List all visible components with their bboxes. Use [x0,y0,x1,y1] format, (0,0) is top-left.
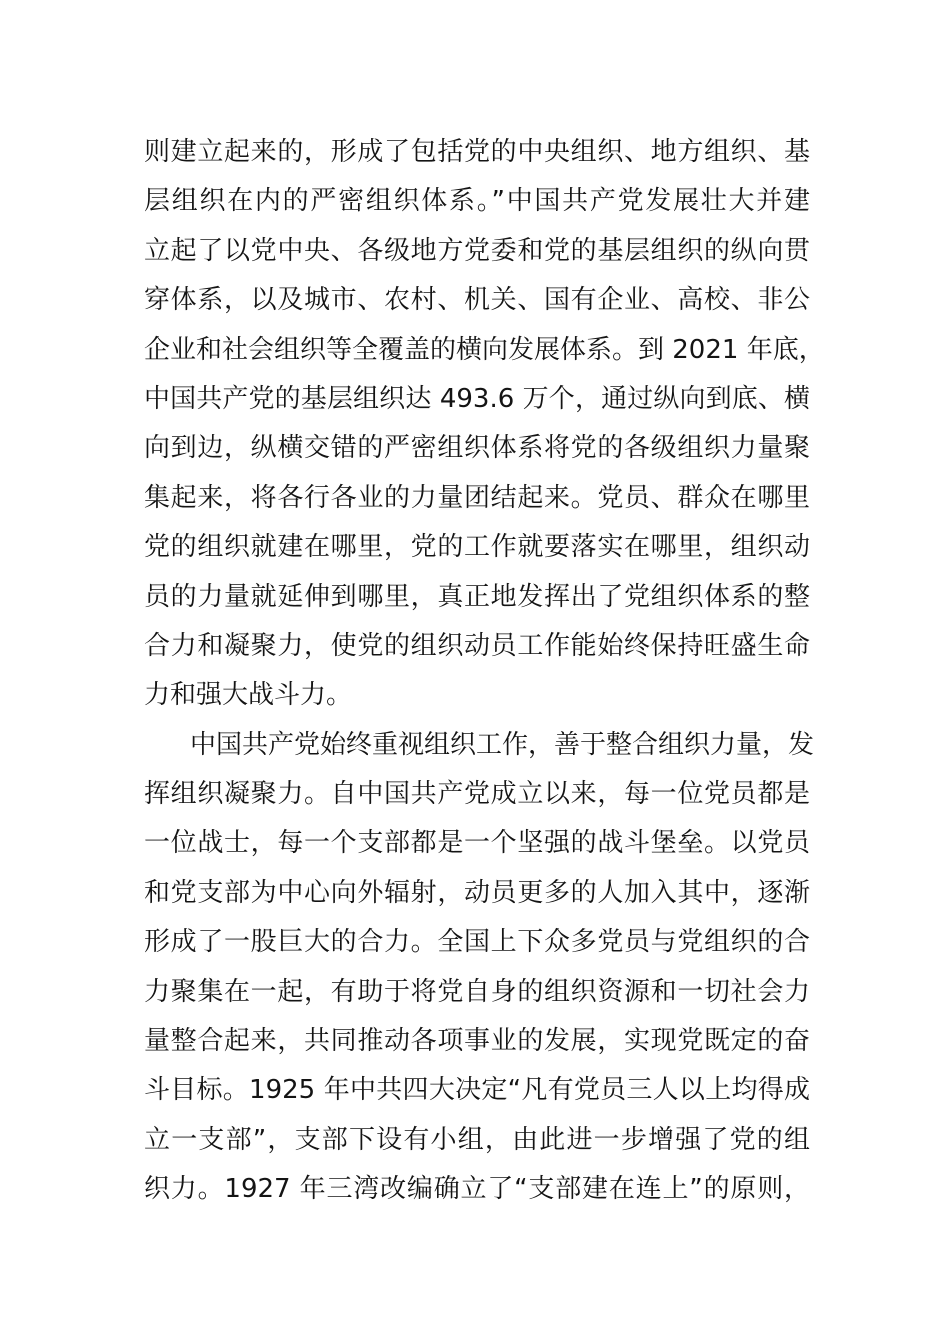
text-line: 集起来，将各行各业的力量团结起来。党员、群众在哪里 [144,482,810,513]
text-line: 向到边，纵横交错的严密组织体系将党的各级组织力量聚 [144,433,810,464]
text-line: 挥组织凝聚力。自中国共产党成立以来，每一位党员都是 [144,779,810,810]
text-line: 力聚集在一起，有助于将党自身的组织资源和一切社会力 [144,976,810,1007]
text-line: 穿体系，以及城市、农村、机关、国有企业、高校、非公 [144,285,810,316]
paragraph-2 [144,721,815,1215]
text-line: 一位战士，每一个支部都是一个坚强的战斗堡垒。以党员 [144,828,810,859]
text-line: 斗目标。1925 年中共四大决定“凡有党员三人以上均得成 [144,1075,810,1106]
text-line: 中国共产党始终重视组织工作，善于整合组织力量，发 [190,729,815,760]
text-line: 中国共产党的基层组织达 493.6 万个，通过纵向到底、横 [144,383,810,414]
text-line: 层组织在内的严密组织体系。”中国共产党发展壮大并建 [144,186,810,217]
text-line: 立一支部”，支部下设有小组，由此进一步增强了党的组 [144,1124,810,1155]
body-text [144,128,825,1215]
text-line: 立起了以党中央、各级地方党委和党的基层组织的纵向贯 [144,235,810,266]
text-line: 量整合起来，共同推动各项事业的发展，实现党既定的奋 [144,1026,810,1057]
text-line: 和党支部为中心向外辐射，动员更多的人加入其中，逐渐 [144,877,810,908]
paragraph-1 [144,128,825,721]
text-line: 党的组织就建在哪里，党的工作就要落实在哪里，组织动 [144,532,810,563]
text-line: 企业和社会组织等全覆盖的横向发展体系。到 2021 年底， [144,334,825,365]
text-line: 合力和凝聚力，使党的组织动员工作能始终保持旺盛生命 [144,630,810,661]
text-line: 员的力量就延伸到哪里，真正地发挥出了党组织体系的整 [144,581,810,612]
text-line: 形成了一股巨大的合力。全国上下众多党员与党组织的合 [144,927,810,958]
text-line: 则建立起来的，形成了包括党的中央组织、地方组织、基 [144,137,810,167]
text-line: 织力。1927 年三湾改编确立了“支部建在连上”的原则， [144,1174,810,1205]
text-line: 力和强大战斗力。 [144,680,353,711]
